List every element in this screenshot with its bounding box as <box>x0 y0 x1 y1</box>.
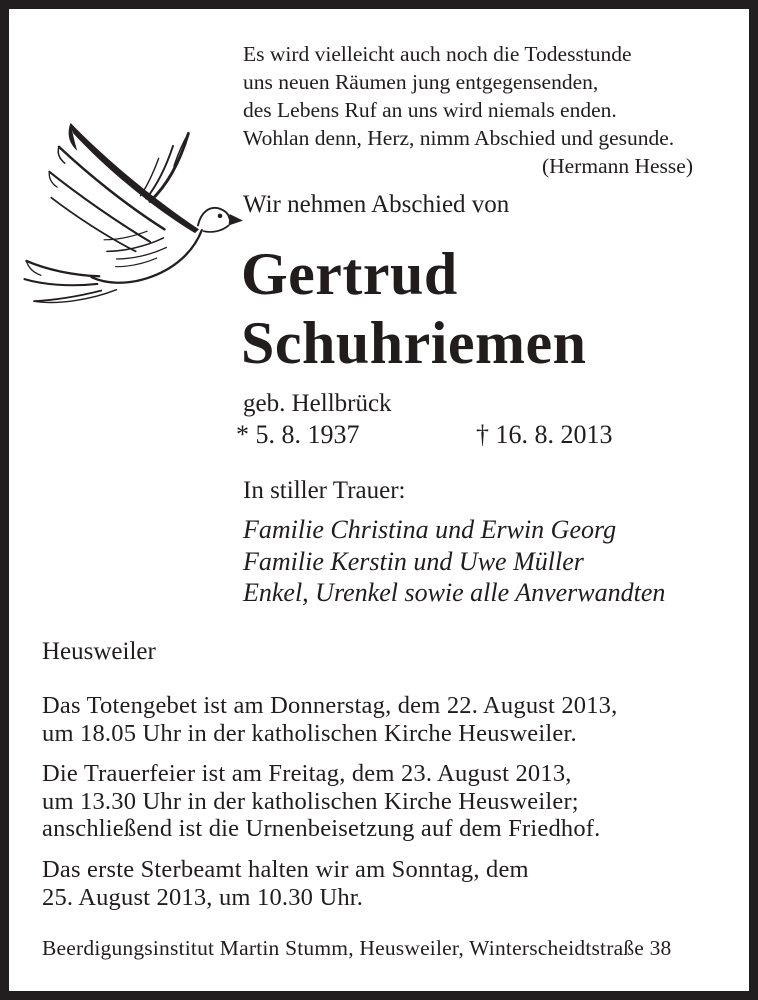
paragraph-line: anschließend ist die Urnenbeisetzung auf dem Friedhof. <box>42 815 601 842</box>
death-date: † 16. 8. 2013 <box>476 420 613 449</box>
mourning-header: In stiller Trauer: <box>243 477 406 504</box>
mourner-line: Familie Kerstin und Uwe Müller <box>243 546 584 576</box>
paragraph-line: Das Totengebet ist am Donnerstag, dem 22. August 2013, <box>42 692 618 719</box>
maiden-name: geb. Hellbrück <box>243 390 392 417</box>
paragraph-line: Das erste Sterbeamt halten wir am Sonntag, dem <box>42 856 529 883</box>
deceased-name <box>241 240 587 378</box>
poem-line: Wohlan denn, Herz, nimm Abschied und gesunde. <box>243 126 675 150</box>
poem-line: Es wird vielleicht auch noch die Todesstunde <box>243 42 632 66</box>
sterbeamt-paragraph <box>42 856 529 911</box>
paragraph-line: um 18.05 Uhr in der katholischen Kirche Heusweiler. <box>42 719 577 747</box>
place-name: Heusweiler <box>42 638 156 665</box>
poem <box>243 40 705 180</box>
funeral-home-line: Beerdigungsinstitut Martin Stumm, Heusweiler, Winterscheidtstraße 38 <box>42 936 672 960</box>
poem-attribution: (Hermann Hesse) <box>541 154 693 178</box>
mourner-line: Familie Christina und Erwin Georg <box>243 515 617 544</box>
birth-date: * 5. 8. 1937 <box>236 420 360 449</box>
dove-icon <box>13 105 243 321</box>
mourners-list <box>243 514 665 609</box>
deceased-first-name: Gertrud <box>241 241 458 307</box>
poem-line: des Lebens Ruf an uns wird niemals enden. <box>243 98 617 122</box>
paragraph-line: 25. August 2013, um 10.30 Uhr. <box>42 883 364 911</box>
totengebet-paragraph <box>42 692 617 747</box>
poem-line: uns neuen Räumen jung entgegensenden, <box>243 70 599 94</box>
mourner-line: Enkel, Urenkel sowie alle Anverwandten <box>243 578 666 607</box>
paragraph-line: um 13.30 Uhr in der katholischen Kirche Heusweiler; <box>42 787 579 815</box>
paragraph-line: Die Trauerfeier ist am Freitag, dem 23. August 2013, <box>42 760 572 787</box>
deceased-last-name: Schuhriemen <box>241 310 587 376</box>
life-dates <box>236 420 716 450</box>
farewell-intro: Wir nehmen Abschied von <box>243 191 510 218</box>
trauerfeier-paragraph <box>42 760 601 843</box>
